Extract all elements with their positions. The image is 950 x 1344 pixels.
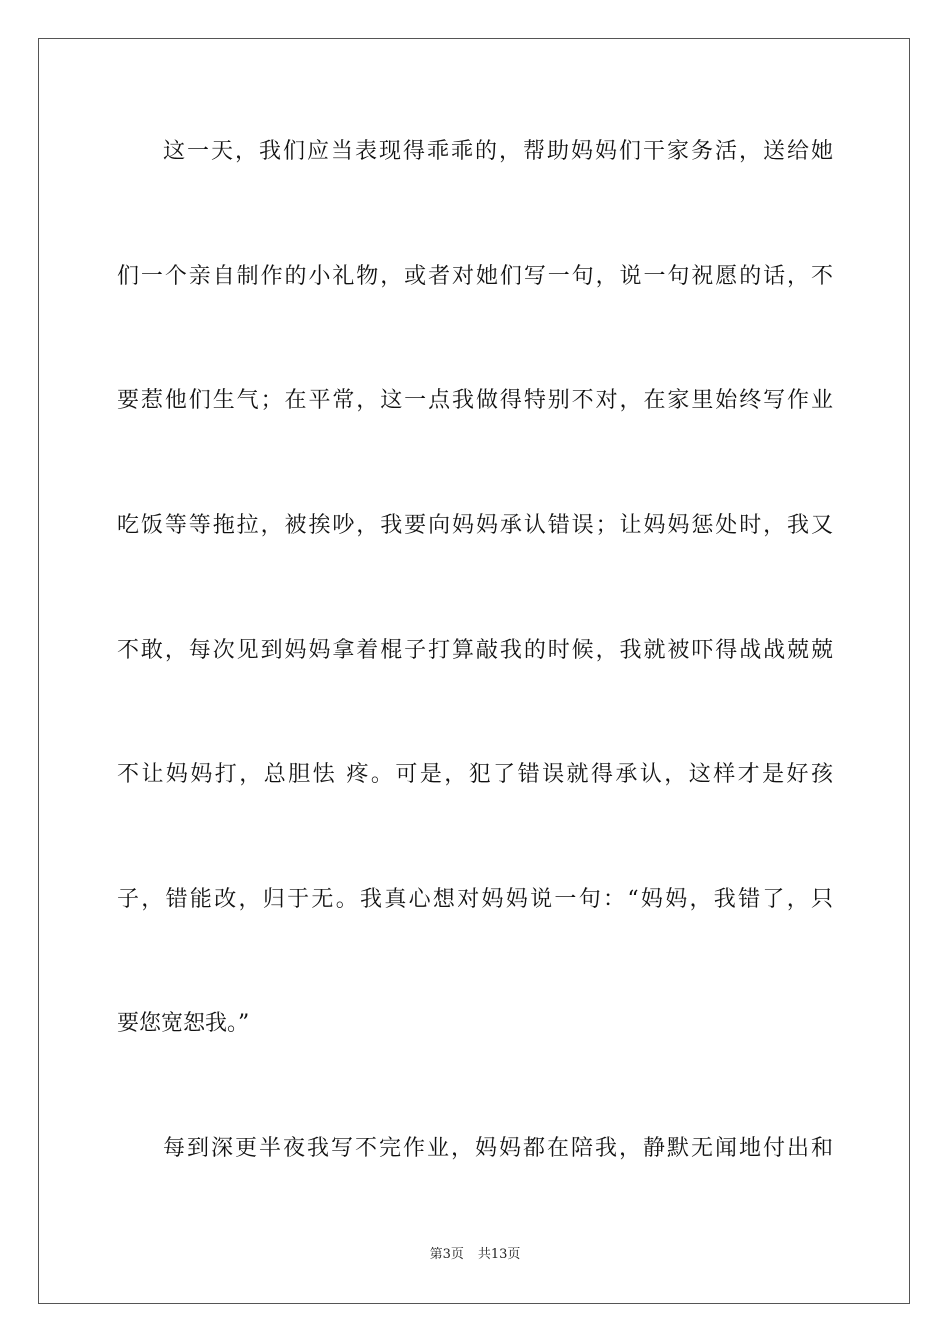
paragraph-line: 要惹他们生气；在平常，这一点我做得特别不对，在家里始终写作业 (117, 388, 833, 413)
page-footer (0, 1247, 950, 1263)
page-total: 共13页 (477, 1247, 521, 1262)
page-border (38, 38, 910, 1304)
paragraph-line: 每到深更半夜我写不完作业，妈妈都在陪我，静默无闻地付出和 (163, 1136, 833, 1161)
paragraph-line: 不敢，每次见到妈妈拿着棍子打算敲我的时候，我就被吓得战战兢兢 (117, 638, 833, 663)
paragraph-line: 不让妈妈打，总胆怯 疼。可是，犯了错误就得承认，这样才是好孩 (117, 762, 833, 787)
paragraph-line: 们一个亲自制作的小礼物，或者对她们写一句，说一句祝愿的话，不 (117, 264, 833, 289)
paragraph-line: 要您宽恕我。” (117, 1011, 250, 1036)
page-number: 第3页 (429, 1247, 464, 1262)
paragraph-line: 吃饭等等拖拉，被挨吵，我要向妈妈承认错误；让妈妈惩处时，我又 (117, 513, 833, 538)
paragraph-line: 子，错能改，归于无。我真心想对妈妈说一句：“妈妈，我错了，只 (117, 887, 833, 912)
paragraph-line: 这一天，我们应当表现得乖乖的，帮助妈妈们干家务活，送给她 (163, 139, 833, 164)
